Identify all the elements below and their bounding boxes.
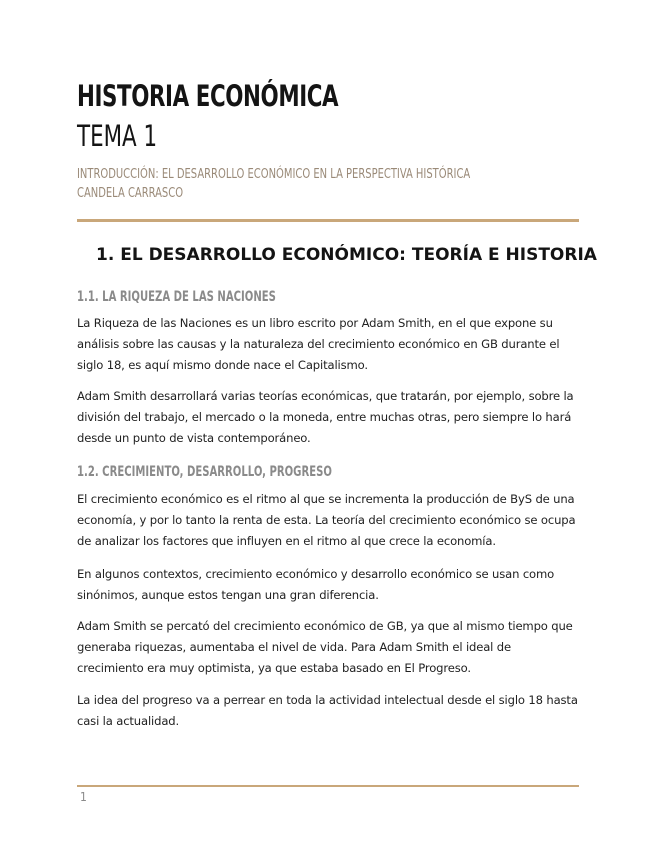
section-heading: 1. EL DESARROLLO ECONÓMICO: TEORÍA E HISTORIA xyxy=(96,245,597,265)
header-divider xyxy=(77,219,579,222)
paragraph: Adam Smith se percató del crecimiento económico de GB, ya que al mismo tiempo que generaba riquezas, aumentaba el nivel de vida. Para Adam Smith el ideal de crecimiento era muy optimista, ya que estaba basado en El Progreso. xyxy=(77,619,573,675)
document-subtitle: TEMA 1 xyxy=(77,119,158,153)
paragraph: El crecimiento económico es el ritmo al que se incrementa la producción de ByS de una economía, y por lo tanto la renta de esta. La teoría del crecimiento económico se ocupa de analizar los factores que influyen en el ritmo al que crece la economía. xyxy=(77,492,576,548)
document-meta xyxy=(77,165,470,203)
subsection-heading-1-2: 1.2. CRECIMIENTO, DESARROLLO, PROGRESO xyxy=(77,464,332,480)
page-number: 1 xyxy=(80,790,87,804)
subsection-heading-1-1: 1.1. LA RIQUEZA DE LAS NACIONES xyxy=(77,289,276,305)
paragraph: La Riqueza de las Naciones es un libro escrito por Adam Smith, en el que expone su análisis sobre las causas y la naturaleza del crecimiento económico en GB durante el siglo 18, es aquí mismo donde nace el Capitalismo. xyxy=(77,316,560,372)
author-name: CANDELA CARRASCO xyxy=(77,185,184,201)
paragraph: En algunos contextos, crecimiento económico y desarrollo económico se usan como sinónimos, aunque estos tengan una gran diferencia. xyxy=(77,567,555,602)
paragraph: La idea del progreso va a perrear en toda la actividad intelectual desde el siglo 18 hasta casi la actualidad. xyxy=(77,693,578,728)
document-title: HISTORIA ECONÓMICA xyxy=(77,79,339,113)
footer-divider xyxy=(77,785,579,787)
paragraph: Adam Smith desarrollará varias teorías económicas, que tratarán, por ejemplo, sobre la división del trabajo, el mercado o la moneda, entre muchas otras, pero siempre lo hará desde un punto de vista contemporáneo. xyxy=(77,389,574,445)
intro-line: INTRODUCCIÓN: EL DESARROLLO ECONÓMICO EN LA PERSPECTIVA HISTÓRICA xyxy=(77,166,471,182)
